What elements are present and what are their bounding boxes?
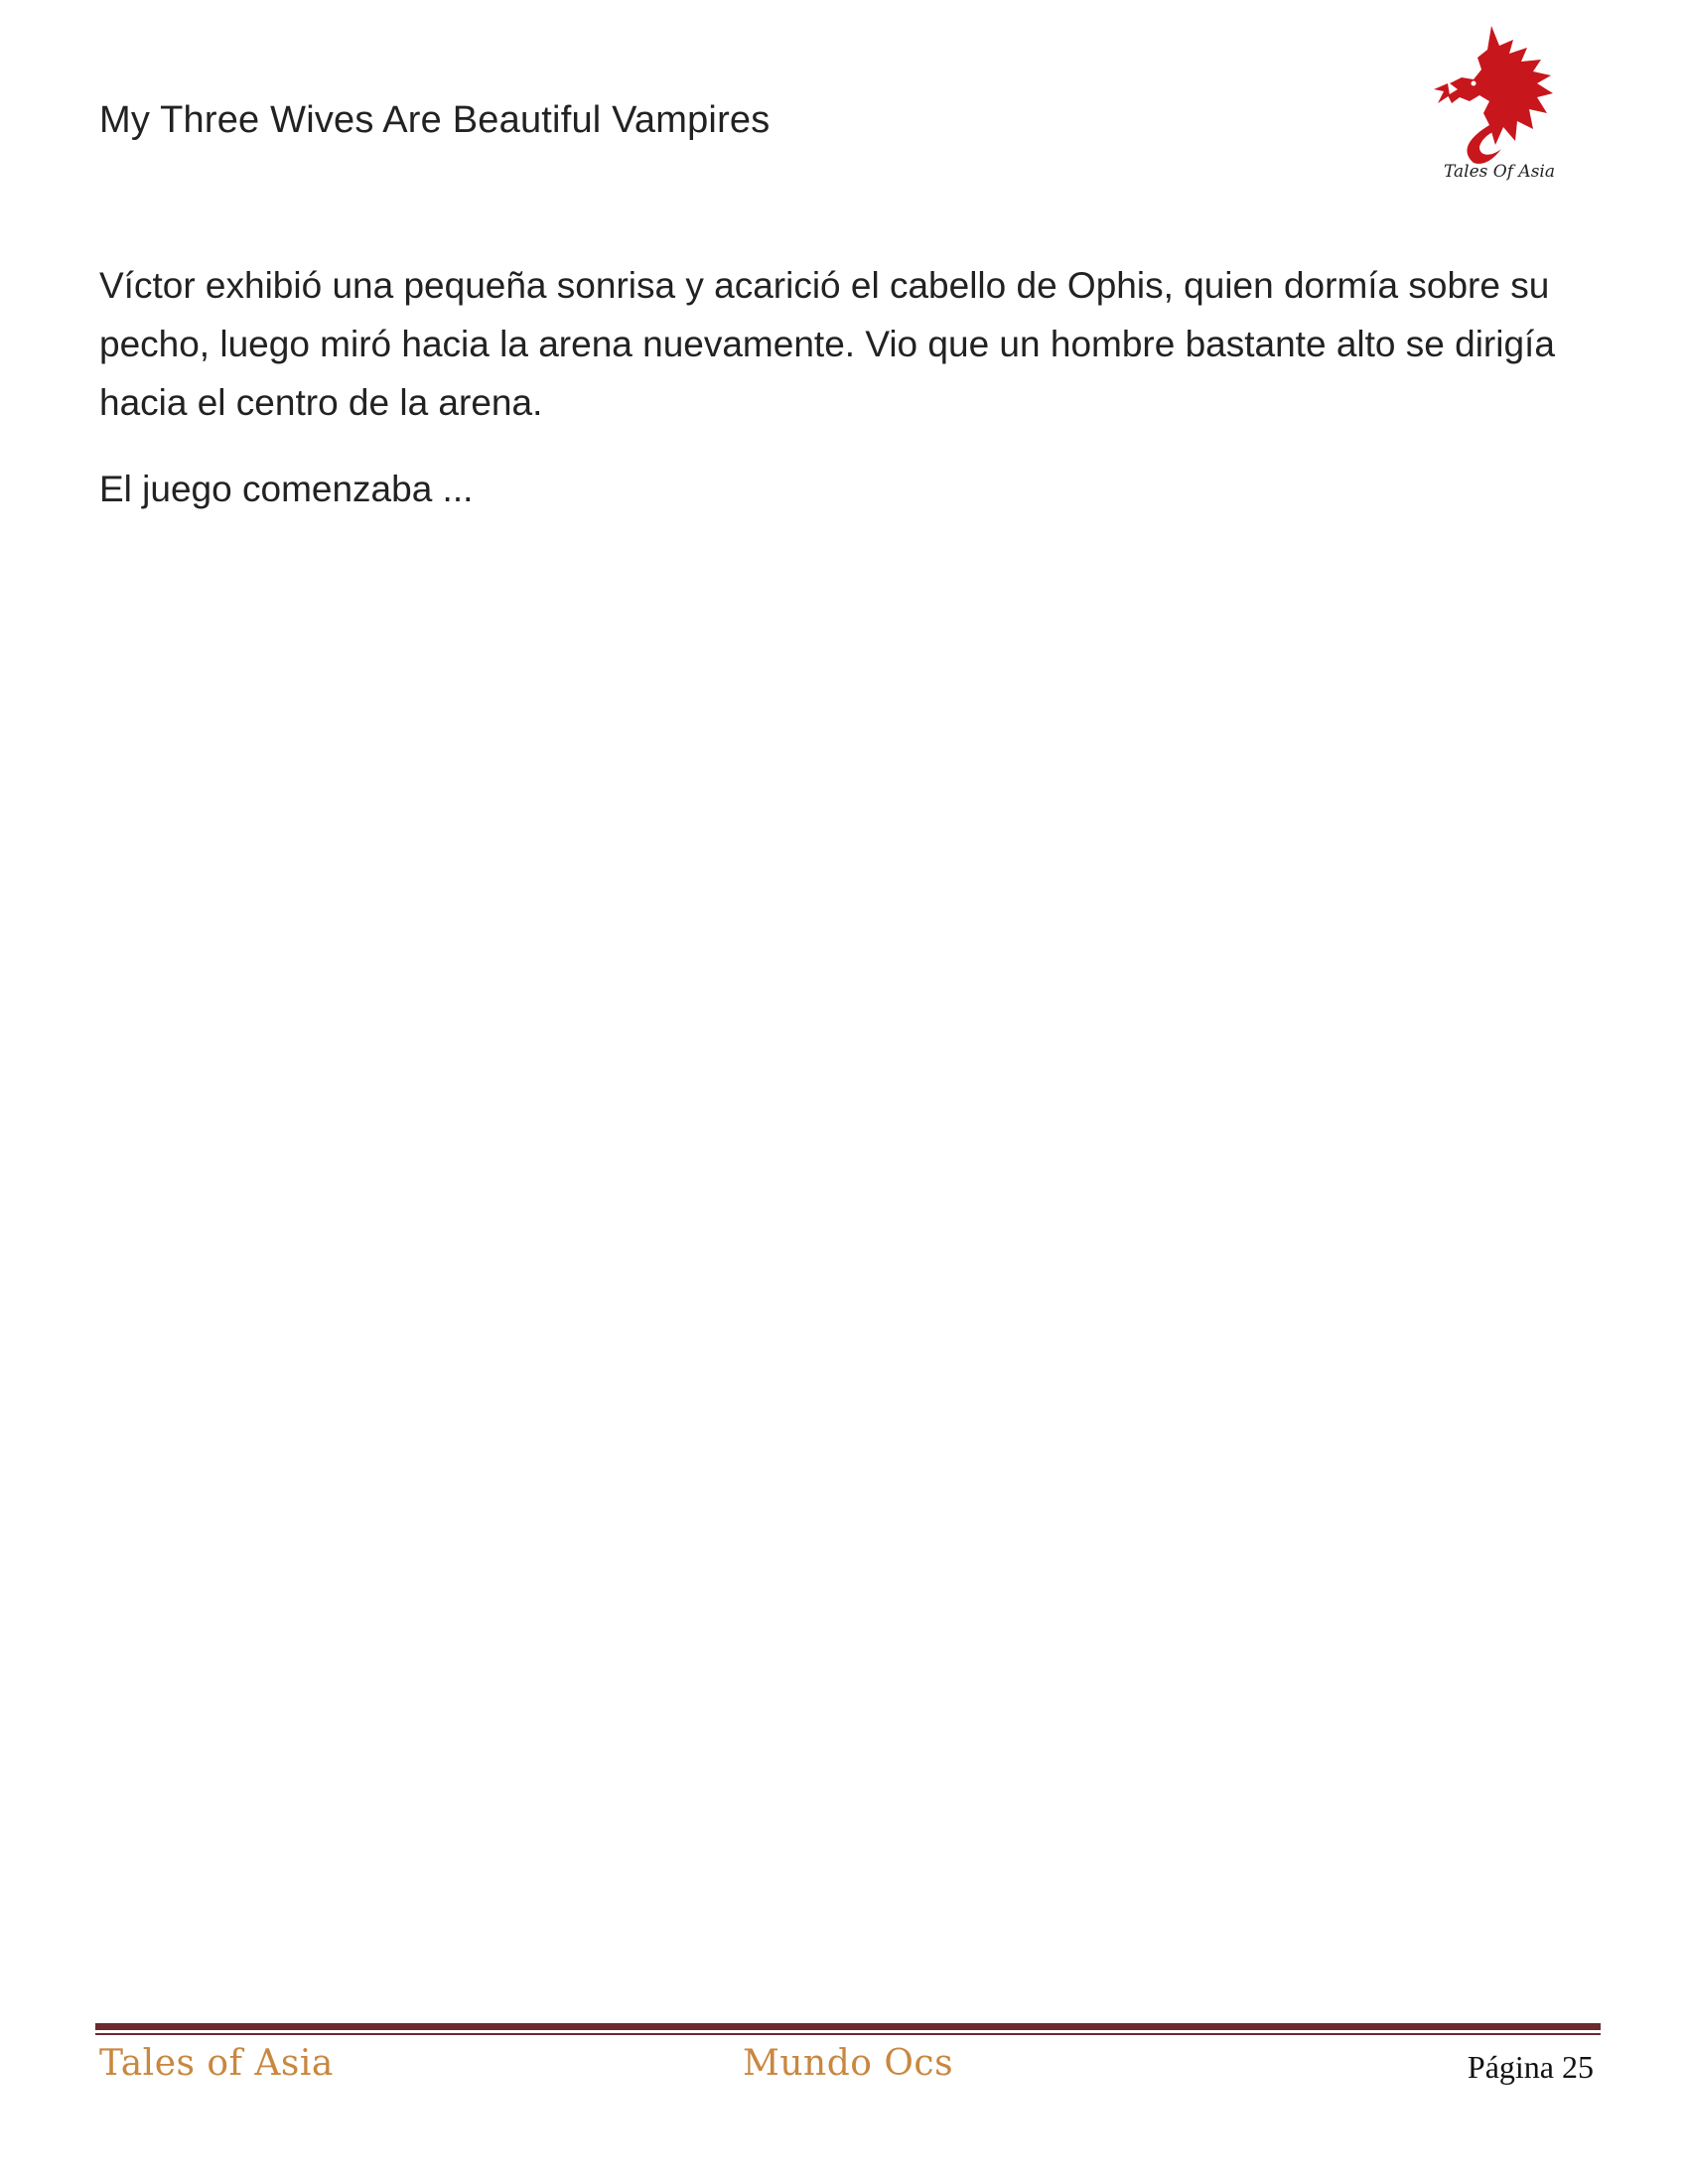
- svg-text:Tales Of Asia: Tales Of Asia: [1444, 162, 1555, 182]
- paragraph: El juego comenzaba ...: [99, 469, 474, 509]
- footer-section: Mundo Ocs: [743, 2043, 954, 2084]
- footer-divider-thin: [95, 2033, 1601, 2035]
- footer-brand: Tales of Asia: [99, 2043, 334, 2084]
- paragraph: Víctor exhibió una pequeña sonrisa y acarició el cabello de Ophis, quien dormía sobre su pecho, luego miró hacia la arena nuevamente. Vio que un hombre bastante alto se dirigía hacia el centro de la arena.: [99, 265, 1555, 423]
- document-title: My Three Wives Are Beautiful Vampires: [99, 99, 771, 141]
- body-text: [99, 256, 1589, 546]
- dragon-logo-icon: [1430, 18, 1569, 187]
- footer-divider: [95, 2023, 1601, 2030]
- page-number: Página 25: [1467, 2049, 1594, 2085]
